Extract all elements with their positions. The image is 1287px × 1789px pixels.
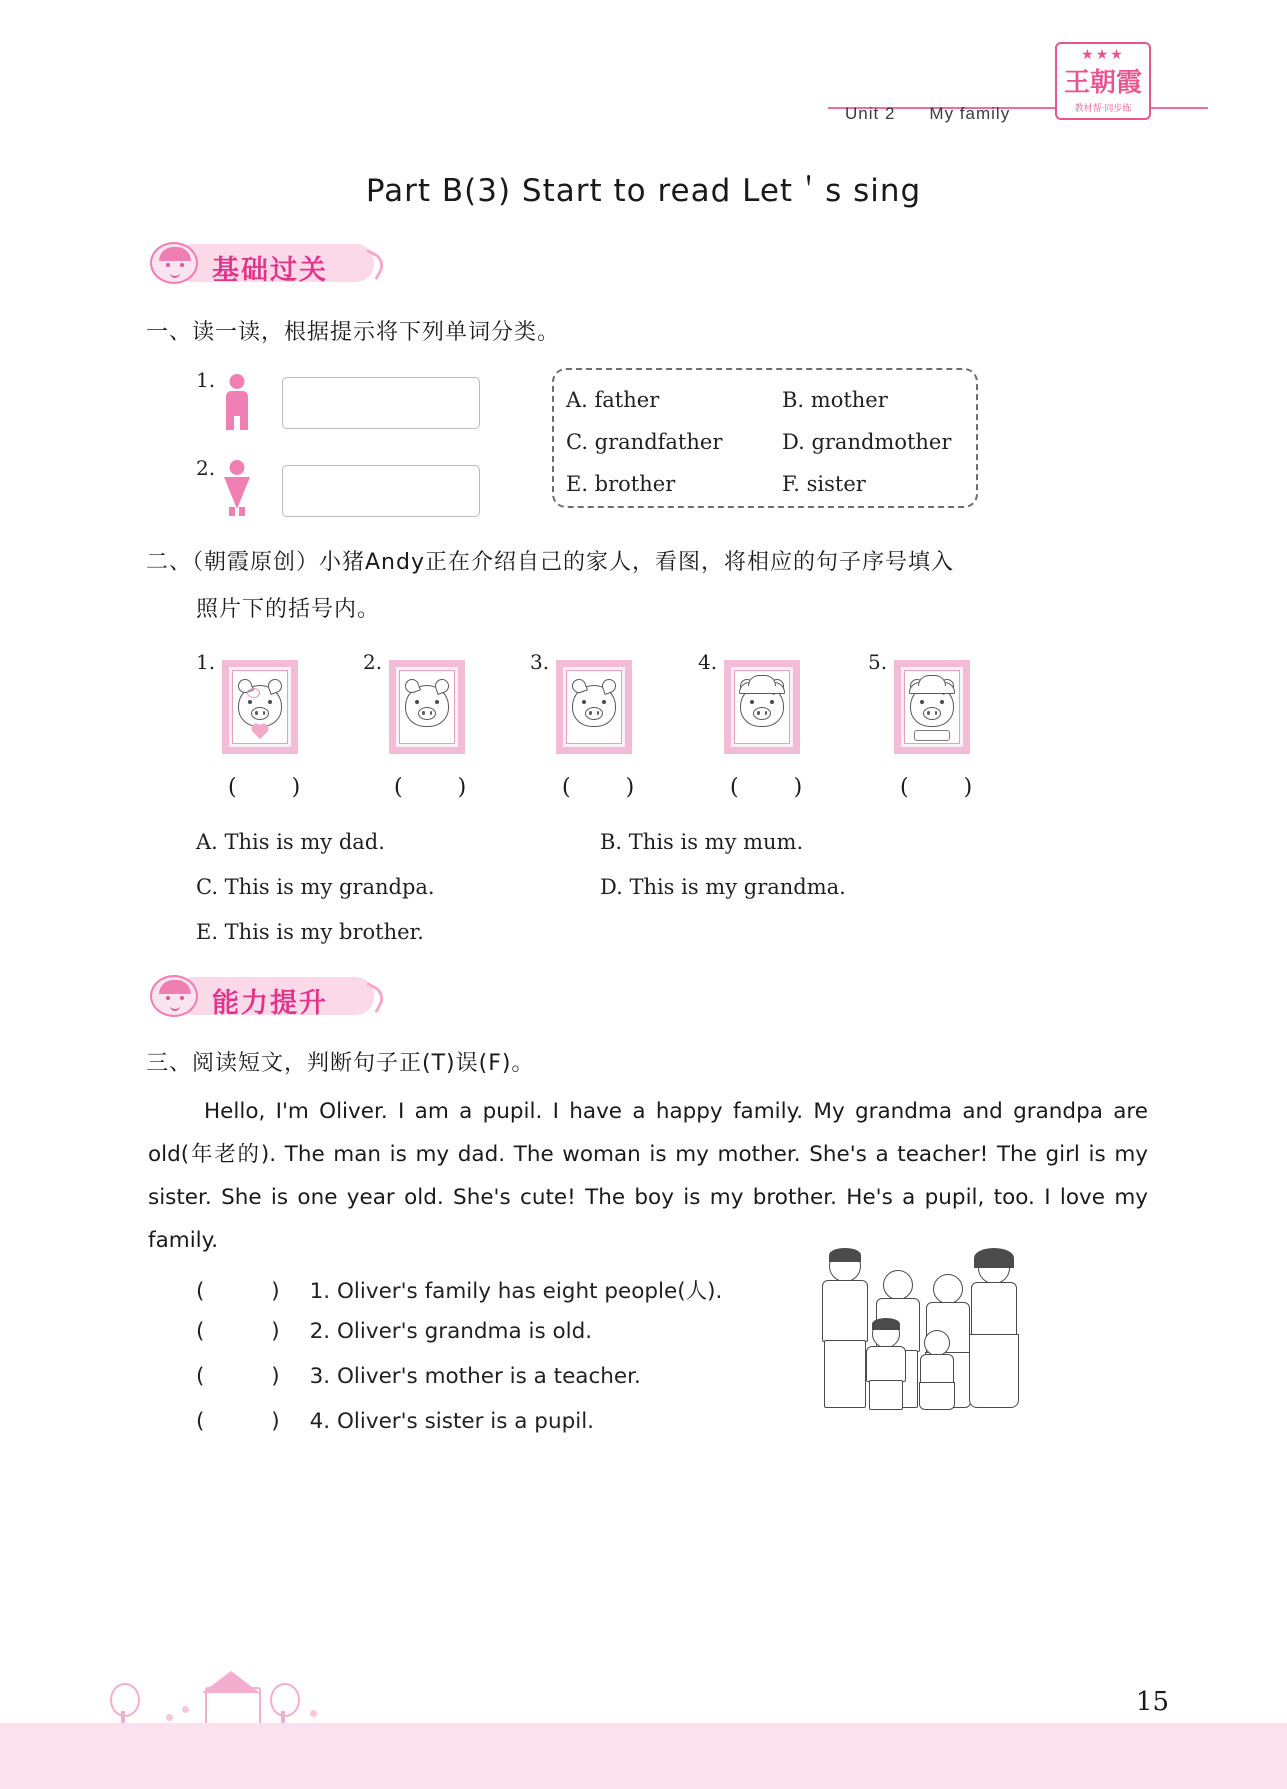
figure-body bbox=[866, 1346, 906, 1382]
figure-body bbox=[920, 1354, 954, 1384]
figure-legs bbox=[869, 1380, 903, 1410]
person-leg-left bbox=[226, 415, 234, 430]
publisher-seal-icon bbox=[1055, 42, 1151, 120]
photo-answer-blank-2[interactable]: ( ) bbox=[394, 775, 491, 800]
exercise-2-option-a: A. This is my dad. bbox=[196, 830, 385, 854]
photo-inner bbox=[734, 670, 790, 744]
figure-body bbox=[971, 1282, 1017, 1336]
pig-photo-3 bbox=[556, 660, 632, 754]
word-bank-item: F. sister bbox=[782, 472, 866, 496]
mascot-hair bbox=[159, 980, 191, 994]
footer-decoration bbox=[110, 1657, 340, 1727]
male-person-icon bbox=[224, 374, 250, 430]
figure-hair bbox=[974, 1248, 1014, 1268]
mascot-hair bbox=[159, 247, 191, 261]
pig-photo-1 bbox=[222, 660, 298, 754]
photo-3-number: 3. bbox=[530, 650, 550, 674]
person-leg-left bbox=[229, 507, 235, 516]
exercise-3-heading: 三、阅读短文，判断句子正(T)误(F)。 bbox=[146, 1051, 535, 1076]
seal-sub-text: 教材帮·同步练 bbox=[1074, 104, 1132, 114]
pig-eye-right bbox=[940, 700, 944, 704]
exercise-2-option-b: B. This is my mum. bbox=[600, 830, 804, 854]
photo-4-number: 4. bbox=[698, 650, 718, 674]
pig-snout bbox=[753, 707, 771, 720]
exercise-2-option-c: C. This is my grandpa. bbox=[196, 875, 435, 899]
word-bank-item: C. grandfather bbox=[566, 430, 723, 454]
word-bank-item: B. mother bbox=[782, 388, 888, 412]
exercise-1-row-1-number: 1. bbox=[196, 368, 216, 392]
heart-icon bbox=[253, 725, 267, 739]
family-illustration bbox=[818, 1248, 1018, 1428]
photo-answer-blank-5[interactable]: ( ) bbox=[900, 775, 997, 800]
exercise-1-heading: 一、读一读，根据提示将下列单词分类。 bbox=[146, 320, 561, 345]
photo-inner bbox=[399, 670, 455, 744]
true-false-blank-2[interactable]: ( ) bbox=[196, 1319, 310, 1344]
photo-2-number: 2. bbox=[363, 650, 383, 674]
photo-inner bbox=[232, 670, 288, 744]
pig-eye-left bbox=[415, 700, 419, 704]
mascot-face-icon bbox=[150, 242, 198, 284]
figure-head bbox=[933, 1274, 963, 1304]
true-false-blank-4[interactable]: ( ) bbox=[196, 1409, 310, 1434]
reading-passage bbox=[148, 1090, 1148, 1262]
seal-main-text: 王朝霞 bbox=[1063, 68, 1142, 98]
unit-label bbox=[845, 104, 1010, 124]
word-bank-item: A. father bbox=[566, 388, 660, 412]
word-bank-item: E. brother bbox=[566, 472, 676, 496]
true-false-text-4: 4. Oliver's sister is a pupil. bbox=[309, 1409, 595, 1434]
family-figure-mum bbox=[970, 1252, 1018, 1406]
tree-crown bbox=[110, 1683, 140, 1717]
pig-eye-left bbox=[750, 700, 754, 704]
pig-eye-right bbox=[435, 700, 439, 704]
mascot-eye-right bbox=[180, 263, 184, 267]
exercise-2-option-e: E. This is my brother. bbox=[196, 920, 424, 944]
pig-eye-right bbox=[268, 700, 272, 704]
photo-inner bbox=[566, 670, 622, 744]
mascot-mouth bbox=[170, 271, 180, 278]
hat-icon bbox=[739, 682, 785, 694]
pig-face-icon bbox=[405, 685, 449, 727]
figure-head bbox=[883, 1270, 913, 1300]
page-title: Part B(3) Start to read Let＇s sing bbox=[365, 173, 922, 209]
pig-ear-right bbox=[266, 677, 284, 695]
person-body bbox=[226, 391, 248, 416]
tree-icon bbox=[270, 1683, 296, 1727]
hat-crown bbox=[918, 675, 946, 686]
pig-face-icon bbox=[238, 685, 282, 727]
pig-eye-left bbox=[920, 700, 924, 704]
true-false-text-1: 1. Oliver's family has eight people(人). bbox=[309, 1279, 723, 1304]
pig-photo-5 bbox=[894, 660, 970, 754]
mascot-face-icon bbox=[150, 975, 198, 1017]
decor-dot bbox=[166, 1714, 173, 1721]
footer-band bbox=[0, 1723, 1287, 1789]
passage-text: Hello, I'm Oliver. I am a pupil. I have a happy family. My grandma and grandpa are old(年老的). The man is my dad. The woman is my mother. She's a teacher! The girl is my sister. She is one year old. She's cute! The boy is my brother. He's a pupil, too. I love my family. bbox=[148, 1099, 1148, 1253]
person-leg-right bbox=[240, 415, 248, 430]
pig-snout bbox=[251, 707, 269, 720]
person-leg-right bbox=[239, 507, 245, 516]
word-bank-item: D. grandmother bbox=[782, 430, 952, 454]
figure-head bbox=[924, 1330, 950, 1356]
exercise-2-heading-line-2: 照片下的括号内。 bbox=[196, 597, 381, 622]
section-label: 基础过关 bbox=[212, 255, 328, 286]
true-false-blank-1[interactable]: ( ) bbox=[196, 1279, 310, 1304]
page-header bbox=[0, 0, 1287, 150]
figure-skirt bbox=[919, 1382, 955, 1410]
pig-photo-4 bbox=[724, 660, 800, 754]
figure-hair bbox=[829, 1248, 861, 1262]
hat-icon bbox=[909, 682, 955, 694]
exercise-2-option-d: D. This is my grandma. bbox=[600, 875, 846, 899]
exercise-2-heading-line-1: 二、（朝霞原创）小猪Andy正在介绍自己的家人，看图，将相应的句子序号填入 bbox=[146, 550, 954, 575]
photo-answer-blank-1[interactable]: ( ) bbox=[228, 775, 325, 800]
family-figure-sister bbox=[918, 1330, 956, 1408]
figure-body bbox=[822, 1280, 868, 1342]
figure-legs bbox=[824, 1340, 866, 1408]
true-false-blank-3[interactable]: ( ) bbox=[196, 1364, 310, 1389]
exercise-1-row-2-number: 2. bbox=[196, 456, 216, 480]
figure-hair bbox=[872, 1318, 900, 1330]
true-false-text-2: 2. Oliver's grandma is old. bbox=[309, 1319, 593, 1344]
house-icon bbox=[205, 1687, 261, 1727]
section-label: 能力提升 bbox=[212, 988, 328, 1019]
person-body bbox=[224, 477, 250, 509]
decor-dot bbox=[182, 1706, 189, 1713]
pig-face-icon bbox=[740, 685, 784, 727]
pig-eye-left bbox=[582, 700, 586, 704]
unit-number: Unit 2 bbox=[845, 104, 896, 123]
female-person-icon bbox=[224, 460, 250, 516]
photo-answer-blank-4[interactable]: ( ) bbox=[730, 775, 827, 800]
bow-icon bbox=[247, 688, 260, 698]
pig-ear-right bbox=[600, 677, 618, 695]
family-figure-dad bbox=[822, 1250, 868, 1406]
section-banner-basics bbox=[150, 242, 380, 284]
photo-1-number: 1. bbox=[196, 650, 216, 674]
pig-eye-right bbox=[602, 700, 606, 704]
answer-blank-2[interactable] bbox=[282, 465, 480, 517]
mascot-eye-left bbox=[166, 263, 170, 267]
figure-skirt bbox=[969, 1334, 1019, 1408]
pig-ear-left bbox=[570, 677, 588, 695]
seal-stars: ★★★ bbox=[1081, 46, 1125, 62]
family-figure-brother bbox=[866, 1320, 906, 1408]
photo-inner bbox=[904, 670, 960, 744]
mascot-eye-right bbox=[180, 996, 184, 1000]
section-banner-advanced bbox=[150, 975, 380, 1017]
pig-ear-right bbox=[433, 677, 451, 695]
pig-face-icon bbox=[910, 685, 954, 727]
pig-eye-right bbox=[770, 700, 774, 704]
decor-dot bbox=[310, 1710, 317, 1717]
word-bank bbox=[552, 368, 978, 508]
person-head bbox=[230, 374, 245, 389]
unit-name: My family bbox=[929, 104, 1011, 123]
true-false-text-3: 3. Oliver's mother is a teacher. bbox=[309, 1364, 641, 1389]
pig-snout bbox=[585, 707, 603, 720]
pig-snout bbox=[418, 707, 436, 720]
photo-answer-blank-3[interactable]: ( ) bbox=[562, 775, 659, 800]
tree-icon bbox=[110, 1683, 136, 1727]
pig-eye-left bbox=[248, 700, 252, 704]
pig-snout bbox=[923, 707, 941, 720]
tree-crown bbox=[270, 1683, 300, 1717]
pig-photo-2 bbox=[389, 660, 465, 754]
photo-5-number: 5. bbox=[868, 650, 888, 674]
hat-crown bbox=[748, 675, 776, 686]
pig-face-icon bbox=[572, 685, 616, 727]
page-number: 15 bbox=[1135, 1687, 1169, 1717]
mascot-eye-left bbox=[166, 996, 170, 1000]
answer-blank-1[interactable] bbox=[282, 377, 480, 429]
scarf-icon bbox=[914, 730, 950, 741]
person-head bbox=[230, 460, 245, 475]
mascot-mouth bbox=[170, 1004, 180, 1011]
pig-ear-left bbox=[403, 677, 421, 695]
